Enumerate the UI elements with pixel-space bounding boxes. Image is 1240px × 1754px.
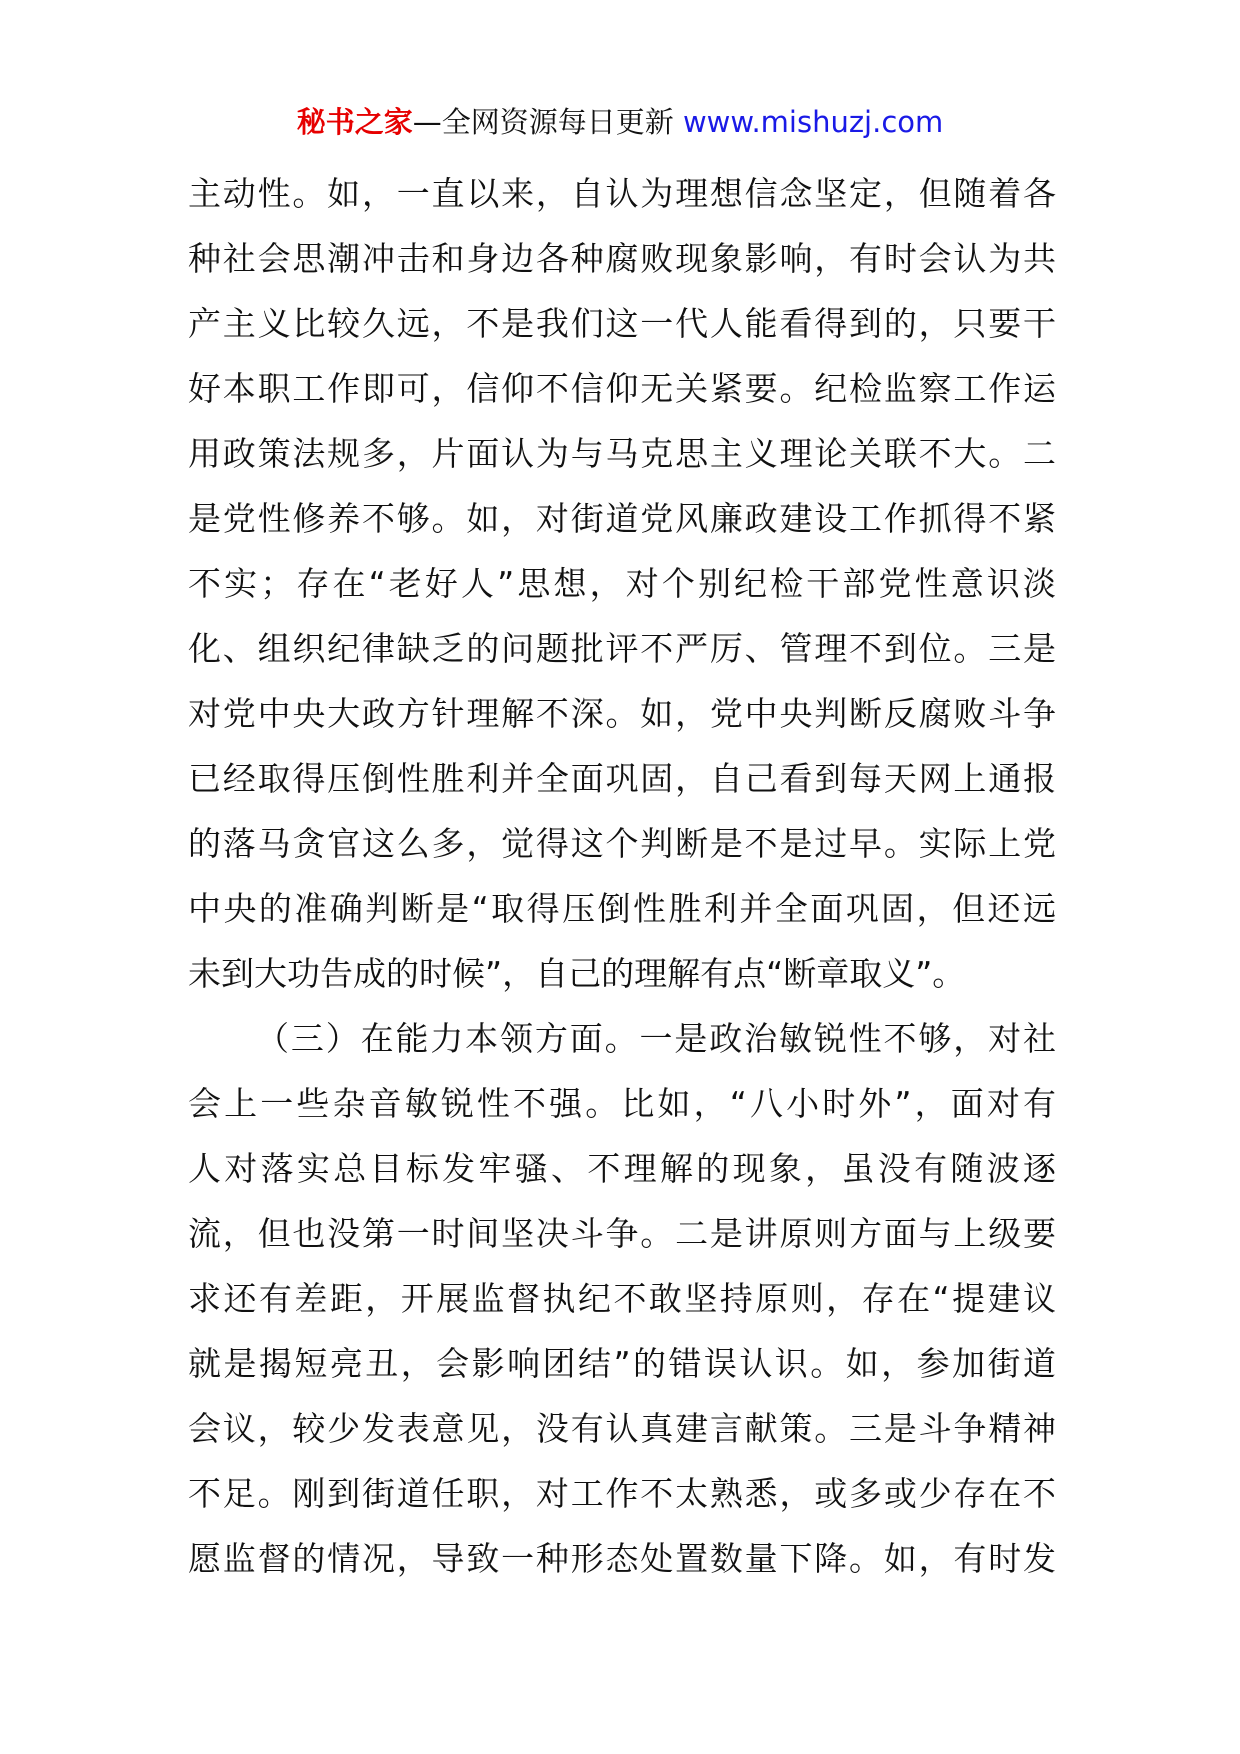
document-body xyxy=(188,161,1056,1591)
body-line: 人对落实总目标发牢骚、不理解的现象，虽没有随波逐 xyxy=(188,1149,1056,1188)
body-line: 就是揭短亮丑，会影响团结”的错误认识。如，参加街道 xyxy=(188,1344,1056,1383)
body-line: 已经取得压倒性胜利并全面巩固，自己看到每天网上通报 xyxy=(188,759,1056,798)
site-url-link[interactable]: www.mishuzj.com xyxy=(682,105,944,139)
header-tagline: —全网资源每日更新 xyxy=(412,105,683,139)
body-line: 好本职工作即可，信仰不信仰无关紧要。纪检监察工作运 xyxy=(188,369,1056,408)
brand-name: 秘书之家 xyxy=(296,105,413,139)
body-line: 会议，较少发表意见，没有认真建言献策。三是斗争精神 xyxy=(188,1409,1056,1448)
body-line: 中央的准确判断是“取得压倒性胜利并全面巩固，但还远 xyxy=(188,889,1056,928)
body-line: 种社会思潮冲击和身边各种腐败现象影响，有时会认为共 xyxy=(188,239,1056,278)
body-line: 不足。刚到街道任职，对工作不太熟悉，或多或少存在不 xyxy=(188,1474,1056,1513)
body-line: 的落马贪官这么多，觉得这个判断是不是过早。实际上党 xyxy=(188,824,1056,863)
body-line: 求还有差距，开展监督执纪不敢坚持原则，存在“提建议 xyxy=(188,1279,1056,1318)
site-header xyxy=(0,102,1240,142)
body-line: 流，但也没第一时间坚决斗争。二是讲原则方面与上级要 xyxy=(188,1214,1056,1253)
body-line: 化、组织纪律缺乏的问题批评不严厉、管理不到位。三是 xyxy=(188,629,1056,668)
body-line: 是党性修养不够。如，对街道党风廉政建设工作抓得不紧 xyxy=(188,499,1056,538)
body-line: 不实；存在“老好人”思想，对个别纪检干部党性意识淡 xyxy=(188,564,1056,603)
section-heading-line: （三）在能力本领方面。一是政治敏锐性不够，对社 xyxy=(256,1019,1056,1058)
body-line: 产主义比较久远，不是我们这一代人能看得到的，只要干 xyxy=(188,304,1056,343)
body-line: 未到大功告成的时候”，自己的理解有点“断章取义”。 xyxy=(188,954,966,993)
body-line: 用政策法规多，片面认为与马克思主义理论关联不大。二 xyxy=(188,434,1056,473)
body-line: 会上一些杂音敏锐性不强。比如，“八小时外”，面对有 xyxy=(188,1084,1056,1123)
body-line: 愿监督的情况，导致一种形态处置数量下降。如，有时发 xyxy=(188,1539,1056,1578)
body-line: 主动性。如，一直以来，自认为理想信念坚定，但随着各 xyxy=(188,174,1056,213)
body-line: 对党中央大政方针理解不深。如，党中央判断反腐败斗争 xyxy=(188,694,1056,733)
